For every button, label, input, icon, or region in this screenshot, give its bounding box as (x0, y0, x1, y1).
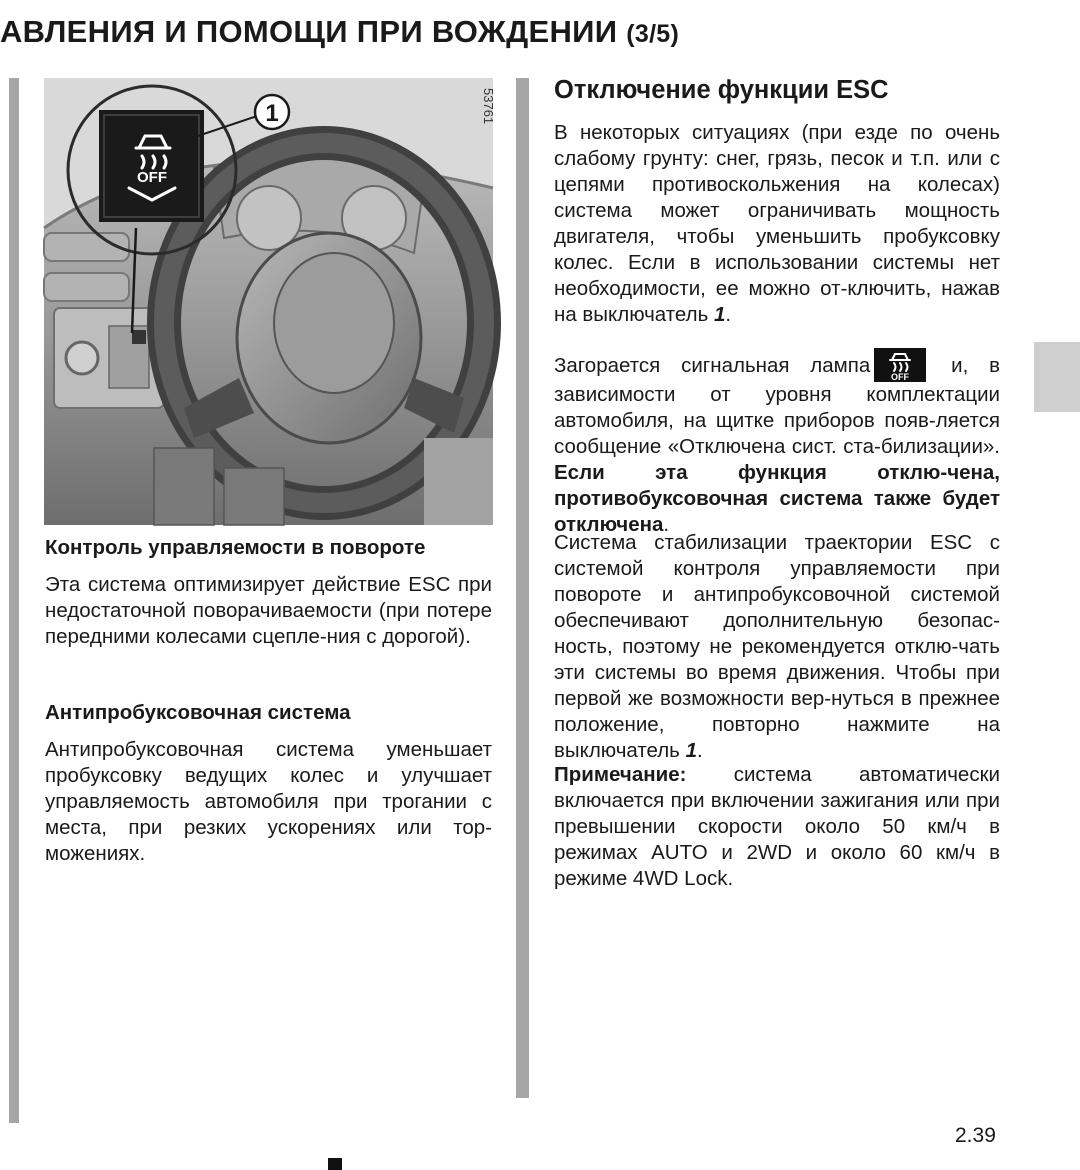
section-heading-traction-control: Антипробуксовочная система (45, 701, 351, 724)
dashboard-illustration (44, 78, 496, 525)
note-label: Примечание: (554, 763, 687, 786)
section-heading-cornering-control: Контроль управляемости в повороте (45, 536, 426, 559)
bottom-register-mark (328, 1158, 342, 1170)
page-number: 2.39 (955, 1124, 996, 1147)
note-text: система автоматически включается при включении зажигания или при превышении скорости около 50 км/ч в режимах AUTO и 2WD и около 60 км/ч в режиме 4WD Lock. (554, 763, 1000, 890)
warning-lamp-text-start: Загорается сигнальная лампа (554, 354, 871, 377)
callout-number: 1 (265, 100, 279, 127)
paragraph-esc-recommendation (554, 530, 1000, 764)
left-margin-bar (9, 78, 19, 1123)
page-header (0, 14, 679, 50)
header-title: АВЛЕНИЯ И ПОМОЩИ ПРИ ВОЖДЕНИИ (0, 14, 618, 49)
paragraph-cornering-control: Эта система оптимизирует действие ESC при недостаточной поворачиваемости (при потере передними колесами сцепле-ния с дорогой). (45, 573, 492, 648)
header-page-fraction: (3/5) (626, 20, 680, 48)
paragraph-esc-limit (554, 120, 1000, 328)
icon-off-label: OFF (891, 372, 910, 382)
switch-ref-1: 1 (713, 303, 726, 326)
image-code: 53761 (481, 88, 496, 125)
esc-off-warning-icon (874, 348, 926, 382)
paragraph-note (554, 762, 1000, 892)
esc-limit-text: В некоторых ситуациях (при езде по очень слабому грунту: снег, грязь, песок и т.п. или с цепями противоскольжения на колесах) система может ограничивать мощность двигателя, чтобы уменьшить пробуксовку колес. Если в использовании системы нет необходимости, ее можно от-ключить, нажав на выключатель (554, 121, 1000, 326)
esc-limit-end: . (725, 303, 732, 326)
warning-lamp-text-mid: и, в зависимости от уровня комплектации автомобиля, на щитке приборов появ-ляется сообщение «Отключена сист. ста-билизации». (554, 354, 1001, 458)
paragraph-warning-lamp (554, 348, 1000, 538)
section-title-esc-disable: Отключение функции ESC (554, 76, 889, 104)
side-thumb-tab (1034, 342, 1080, 412)
switch-ref-2: 1 (685, 739, 697, 762)
esc-recommendation-end: . (696, 739, 703, 762)
paragraph-traction-control: Антипробуксовочная система уменьшает пробуксовку ведущих колес и улучшает управляемость автомобиля при трогании с места, при резких ускорениях или тор-можениях. (45, 738, 492, 865)
column-divider-bar (516, 78, 529, 1098)
steering-wheel-illustration (44, 78, 496, 525)
esc-recommendation-text: Система стабилизации траектории ESC с системой контроля управляемости при повороте и антипробуксовочной системой обеспечивают дополнительную безопас-ность, поэтому не рекомендуется отклю-чать эти системы во время движения. Чтобы при первой же возможности вер-нуться в прежнее положение, повторно нажмите на выключатель (554, 531, 1000, 762)
warning-lamp-text-end: . (663, 513, 670, 536)
button-off-label: OFF (137, 169, 167, 186)
warning-lamp-text-bold: Если эта функция отклю-чена, противобуксовочная система также будет отключена (554, 461, 1000, 536)
